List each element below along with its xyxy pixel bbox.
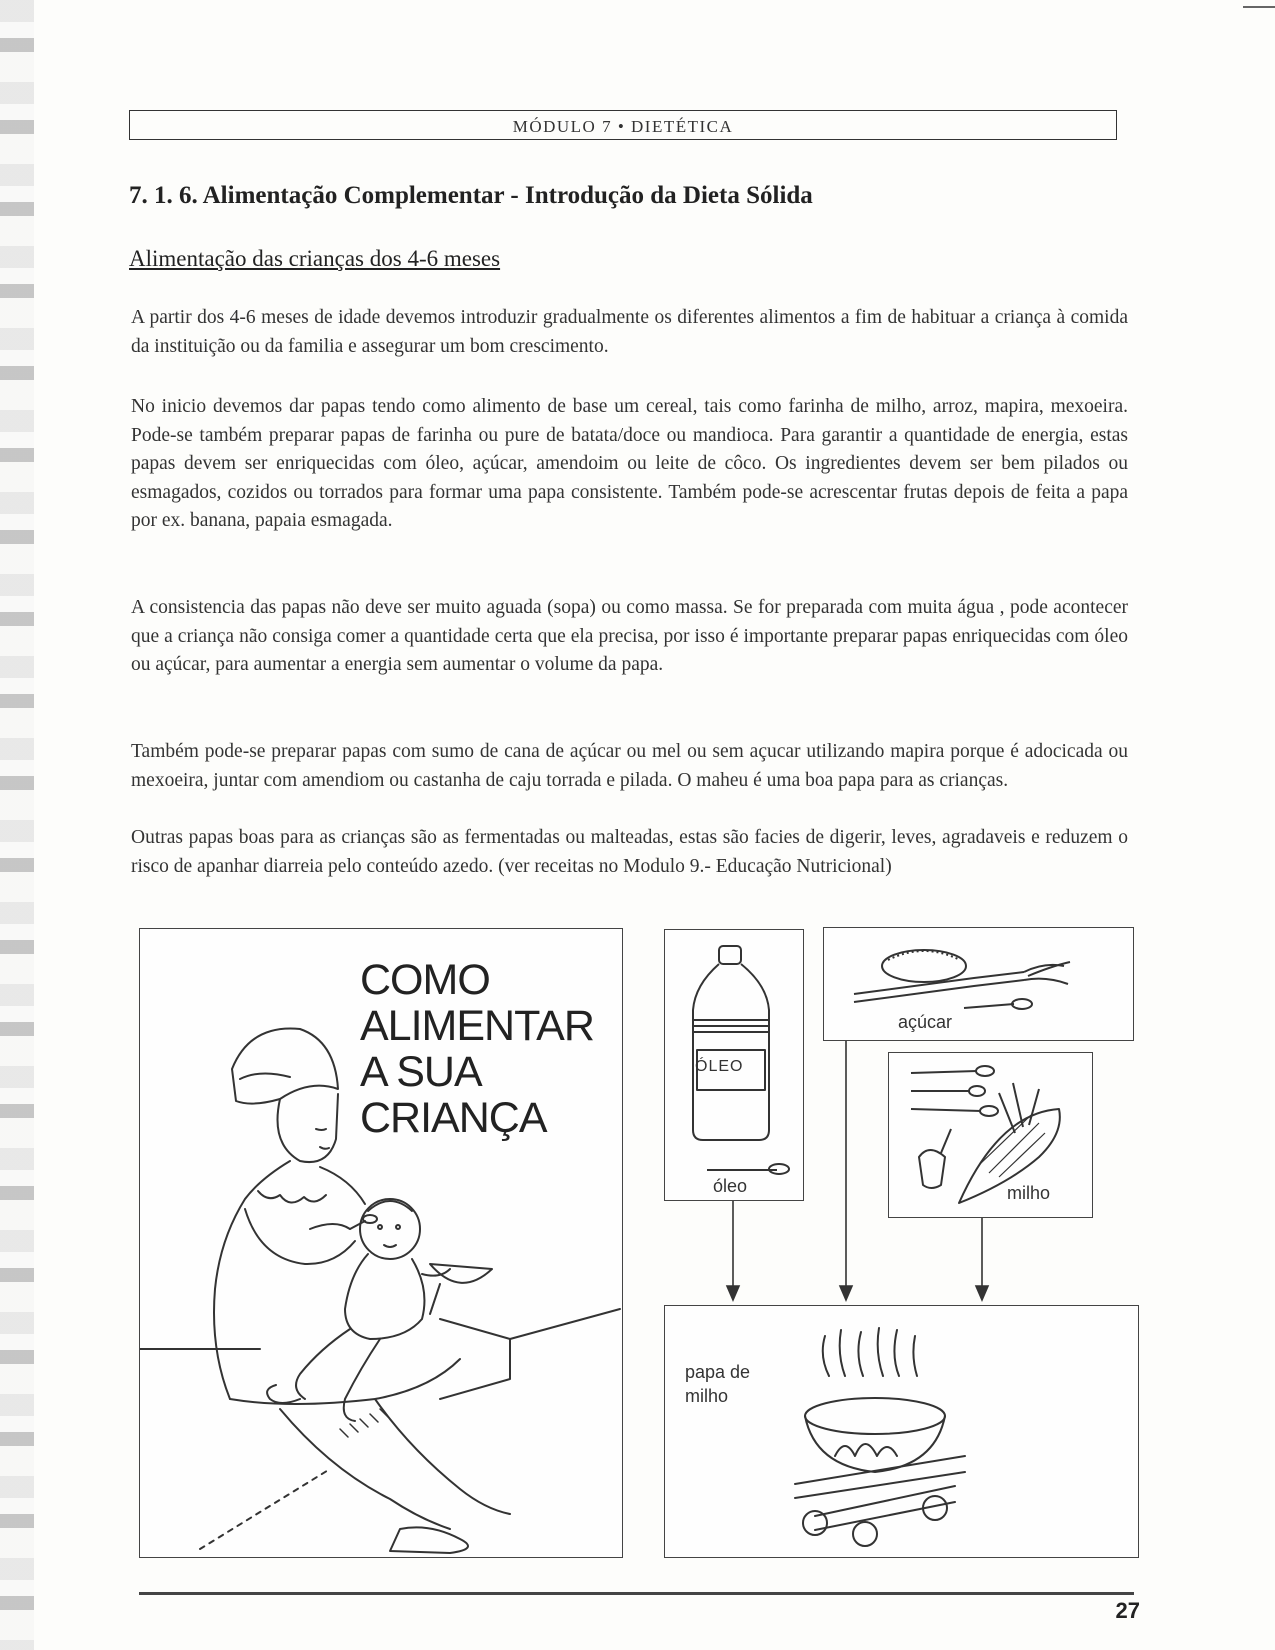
poster-title-line-2: ALIMENTAR <box>360 1002 594 1050</box>
poster-title-line-1: COMO <box>360 956 490 1004</box>
paragraph-cereal-papas: No inicio devemos dar papas tendo como alimento de base um cereal, tais como farinha de milho, arroz, mapira, mexoeira. Pode-se também preparar papas de farinha ou pure de batata/doce ou mandioca. Para garantir a quantidade de energia, estas papas devem ser enriquecidas com óleo, açúcar, amendoim ou leite de côco. Os ingredientes devem ser bem pilados ou esmagados, cozidos ou torrados para formar uma papa consistente. Também pode-se acrescentar frutas depois de feita a papa por ex. banana, papaia esmagada. <box>131 396 1128 531</box>
section-title: 7. 1. 6. Alimentação Complementar - Introdução da Dieta Sólida <box>129 182 813 209</box>
milho-label: milho <box>1007 1183 1051 1203</box>
footer-rule <box>139 1592 1134 1595</box>
subsection-title: Alimentação das crianças dos 4-6 meses <box>129 246 501 271</box>
poster-title-line-3: A SUA <box>360 1048 482 1096</box>
oleo-label: óleo <box>713 1176 748 1196</box>
paragraph-consistency: A consistencia das papas não deve ser muito aguada (sopa) ou como massa. Se for preparada com muita água , pode acontecer que a criança não consiga comer a quantidade certa que ela precisa, por isso é importante preparar papas enriquecidas com óleo ou açúcar, para aumentar a energia sem aumentar o volume da papa. <box>131 597 1128 675</box>
papa-label-line-2: milho <box>685 1386 729 1406</box>
paragraph-intro: A partir dos 4-6 meses de idade devemos introduzir gradualmente os diferentes alimentos a fim de habituar a criança à comida da instituição ou da familia e assegurar um bom crescimento. <box>131 307 1128 357</box>
paragraph-sweetening: Também pode-se preparar papas com sumo de cana de açúcar ou mel ou sem açucar utilizando mapira porque é adocicada ou mexoeira, juntar com amendiom ou castanha de caju torrada e pilada. O maheu é uma boa papa para as crianças. <box>131 741 1128 791</box>
poster-title-line-4: CRIANÇA <box>360 1094 547 1142</box>
page-number: 27 <box>1115 1598 1140 1623</box>
module-header-label: MÓDULO 7 • DIETÉTICA <box>512 117 734 136</box>
bottle-label: ÓLEO <box>695 1058 744 1075</box>
acucar-label: açúcar <box>898 1012 953 1032</box>
paragraph-fermented: Outras papas boas para as crianças são as fermentadas ou malteadas, estas são facies de digerir, leves, agradaveis e reduzem o risco de apanhar diarreia pelo conteúdo azedo. (ver receitas no Modulo 9.- Educação Nutricional) <box>131 827 1128 877</box>
papa-label-line-1: papa de <box>685 1362 751 1382</box>
